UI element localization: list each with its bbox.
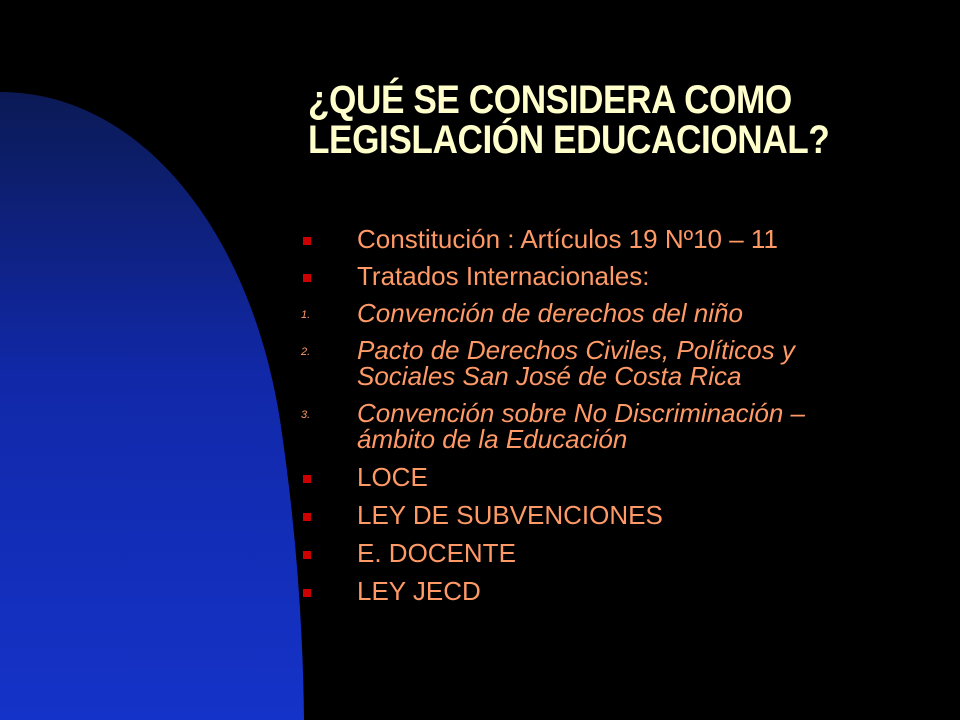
list-item [300,464,940,490]
title-line-1: ¿QUÉ SE CONSIDERA COMO [308,78,792,122]
list-item [300,578,940,604]
list-item-text: E. DOCENTE [357,538,516,568]
list-item [300,540,940,566]
numbered-list-item [300,400,940,452]
list-item-text: Tratados Internacionales: [357,261,650,291]
list-item [300,226,940,252]
list-item-text: LOCE [357,462,428,492]
list-item [300,502,940,528]
bullet-square-icon [303,513,311,521]
bullet-square-icon [303,274,311,282]
bullet-square-icon [303,589,311,597]
list-item-text: Constitución : Artículos 19 Nº10 – 11 [357,224,778,254]
content-list [300,226,940,604]
numbered-list-item [300,337,940,389]
list-number: 3. [301,409,311,421]
numbered-list-item [300,300,940,326]
bullet-square-icon [303,475,311,483]
list-item-text-continued: ámbito de la Educación [357,424,628,454]
list-number: 2. [301,346,311,358]
list-item-text: Convención de derechos del niño [357,298,743,328]
list-item-text: LEY JECD [357,576,481,606]
bullet-square-icon [303,551,311,559]
list-item-text: Pacto de Derechos Civiles, Políticos y [357,335,795,365]
list-item-text: LEY DE SUBVENCIONES [357,500,663,530]
slide-title [308,80,854,160]
list-item-text: Convención sobre No Discriminación – [357,398,805,428]
list-item [300,263,940,289]
title-line-2: LEGISLACIÓN EDUCACIONAL? [308,118,830,162]
bullet-square-icon [303,237,311,245]
list-item-text-continued: Sociales San José de Costa Rica [357,361,742,391]
list-number: 1. [301,309,311,321]
